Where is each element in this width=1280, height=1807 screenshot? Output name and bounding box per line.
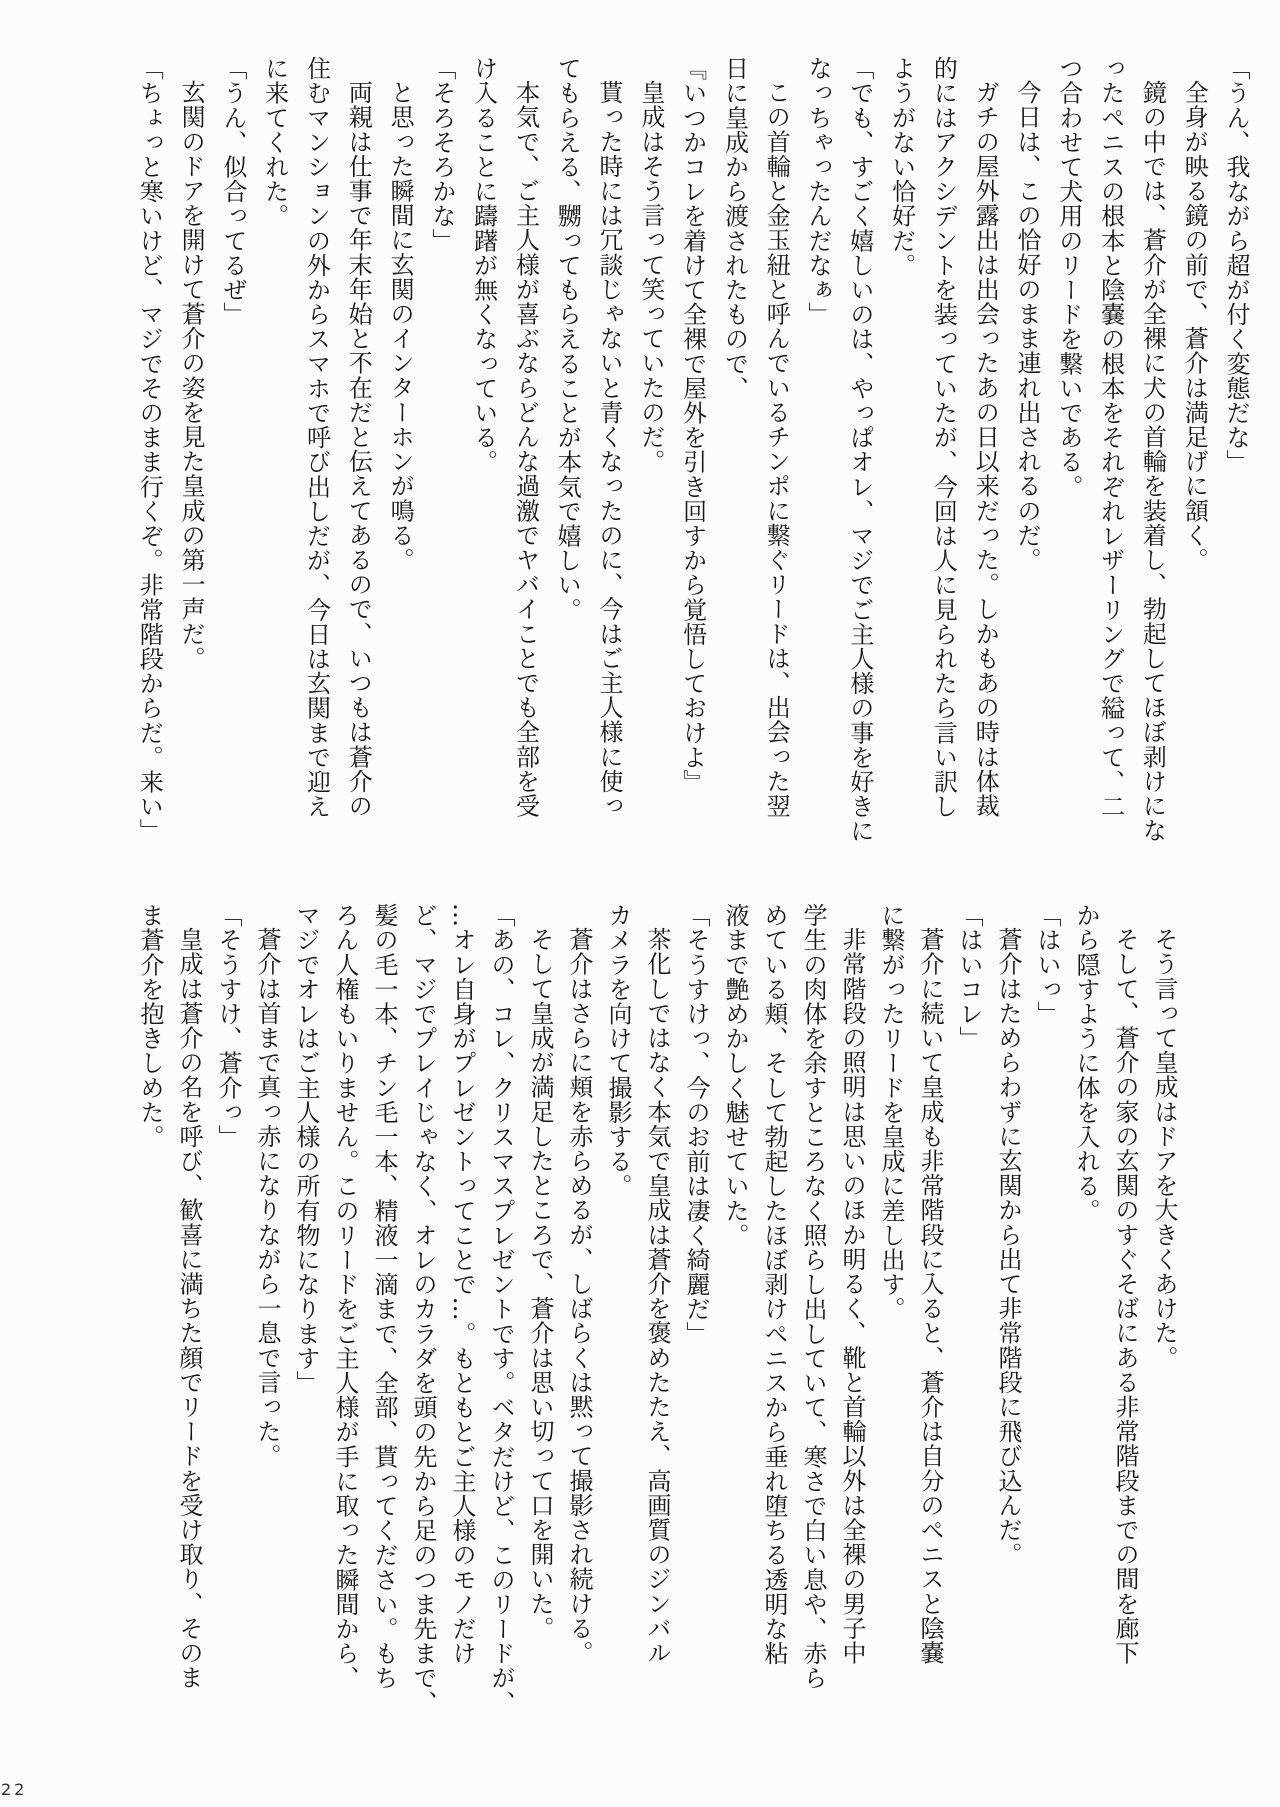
text-line: …オレ自身がプレゼントってことで…。もともとご主人様のモノだけ bbox=[448, 903, 476, 1666]
text-line: 鏡の中では、蒼介が全裸に犬の首輪を装着し、勃起してほぼ剥けにな bbox=[1138, 80, 1167, 843]
text-line: に繋がったリードを皇成に差し出す。 bbox=[877, 903, 905, 1322]
text-line: 皇成は蒼介の名を呼び、歓喜に満ちた顔でリードを受け取り、そのま bbox=[175, 927, 203, 1690]
text-line: ろん人権もいりません。このリードをご主人様が手に取った瞬間から、 bbox=[331, 903, 359, 1691]
text-block-top bbox=[127, 56, 1256, 876]
text-line: 的にはアクシデントを装っていたが、今回は人に見られたら言い訳し bbox=[929, 56, 958, 819]
text-line: 「ちょっと寒いけど、マジでそのまま行くぞ。非常階段からだ。来い」 bbox=[135, 56, 164, 844]
text-line: 「はいコレ」 bbox=[955, 903, 983, 1051]
text-line: この首輪と金玉紐と呼んでいるチンポに繋ぐリードは、出会った翌 bbox=[762, 80, 791, 818]
text-line: け入ることに躊躇が無くなっている。 bbox=[469, 56, 498, 475]
text-line: 「そろそろかな」 bbox=[427, 56, 456, 253]
page-number: 22 bbox=[1, 1780, 28, 1799]
text-line: 本気で、ご主人様が喜ぶならどんな過激でヤバイことでも全部を受 bbox=[511, 80, 540, 818]
text-line: つ合わせて犬用のリードを繋いである。 bbox=[1054, 56, 1083, 499]
text-line: てもらえる、嬲ってもらえることが本気で嬉しい。 bbox=[553, 56, 582, 622]
text-line: 「うん、似合ってるぜ」 bbox=[218, 56, 247, 327]
text-line: ったペニスの根本と陰嚢の根本をそれぞれレザーリングで縊って、二 bbox=[1096, 56, 1125, 819]
text-line: 蒼介は首まで真っ赤になりながら一息で言った。 bbox=[253, 927, 281, 1469]
text-block-bottom bbox=[130, 903, 1183, 1733]
text-line: 「はいっ」 bbox=[1033, 903, 1061, 1026]
text-line: 『いつかコレを着けて全裸で屋外を引き回すから覚悟しておけよ』 bbox=[678, 56, 707, 794]
text-line: 蒼介はさらに頬を赤らめるが、しばらくは黙って撮影され続ける。 bbox=[565, 927, 593, 1665]
text-line: 今日は、この恰好のまま連れ出されるのだ。 bbox=[1013, 80, 1042, 572]
text-line: 日に皇成から渡されたもので、 bbox=[720, 56, 749, 401]
text-line: 「あの、コレ、クリスマスプレゼントです。ベタだけど、このリードが、 bbox=[487, 903, 515, 1715]
text-line: 液まで艶めかしく魅せていた。 bbox=[721, 903, 749, 1248]
text-line: 住むマンションの外からスマホで呼び出しだが、今日は玄関まで迎え bbox=[302, 56, 331, 819]
text-line: と思った瞬間に玄関のインターホンが鳴る。 bbox=[386, 80, 415, 572]
text-line: 皇成はそう言って笑っていたのだ。 bbox=[636, 80, 665, 474]
text-line: カメラを向けて撮影する。 bbox=[604, 903, 632, 1199]
text-line: 両親は仕事で年末年始と不在だと伝えてあるので、いつもは蒼介の bbox=[344, 80, 373, 818]
text-line: ようがない恰好だ。 bbox=[887, 56, 916, 278]
text-line: ど、マジでプレイじゃなく、オレのカラダを頭の先から足のつま先まで、 bbox=[409, 903, 437, 1715]
text-line: ガチの屋外露出は出会ったあの日以来だった。しかもあの時は体裁 bbox=[971, 80, 1000, 818]
text-line: 玄関のドアを開けて蒼介の姿を見た皇成の第一声だ。 bbox=[177, 80, 206, 671]
text-line: 「そうすけ、蒼介っ」 bbox=[214, 903, 242, 1149]
text-line: 蒼介に続いて皇成も非常階段に入ると、蒼介は自分のペニスと陰嚢 bbox=[916, 927, 944, 1665]
text-line: そして、蒼介の家の玄関のすぐそばにある非常階段までの間を廊下 bbox=[1111, 927, 1139, 1665]
text-line: に来てくれた。 bbox=[260, 56, 289, 229]
text-line: そう言って皇成はドアを大きくあけた。 bbox=[1150, 927, 1178, 1370]
text-line: 全身が映る鏡の前で、蒼介は満足げに頷く。 bbox=[1180, 80, 1209, 572]
text-line: から隠すように体を入れる。 bbox=[1072, 903, 1100, 1223]
text-line: マジでオレはご主人様の所有物になります」 bbox=[292, 903, 320, 1395]
text-line: 非常階段の照明は思いのほか明るく、靴と首輪以外は全裸の男子中 bbox=[838, 927, 866, 1665]
text-line: なっちゃったんだなぁ」 bbox=[804, 56, 833, 327]
text-line: 「でも、すごく嬉しいのは、やっぱオレ、マジでご主人様の事を好きに bbox=[845, 56, 874, 844]
text-line: ま蒼介を抱きしめた。 bbox=[136, 903, 164, 1149]
text-line: 蒼介はためらわずに玄関から出て非常階段に飛び込んだ。 bbox=[994, 927, 1022, 1567]
text-line: 「うん、我ながら超が付く変態だな」 bbox=[1222, 56, 1250, 475]
text-line: 学生の肉体を余すところなく照らし出していて、寒さで白い息や、赤ら bbox=[799, 903, 827, 1691]
text-line: 「そうすけっ、今のお前は凄く綺麗だ」 bbox=[682, 903, 710, 1346]
text-line: 髪の毛一本、チン毛一本、精液一滴まで、全部、貰ってください。もち bbox=[370, 903, 398, 1691]
text-line: 茶化しではなく本気で皇成は蒼介を褒めたたえ、高画質のジンバル bbox=[643, 927, 671, 1665]
text-line: 貰った時には冗談じゃないと青くなったのに、今はご主人様に使っ bbox=[595, 80, 624, 818]
text-line: めている頬、そして勃起したほぼ剥けペニスから垂れ堕ちる透明な粘 bbox=[760, 903, 788, 1666]
text-line: そして皇成が満足したところで、蒼介は思い切って口を開いた。 bbox=[526, 927, 554, 1641]
